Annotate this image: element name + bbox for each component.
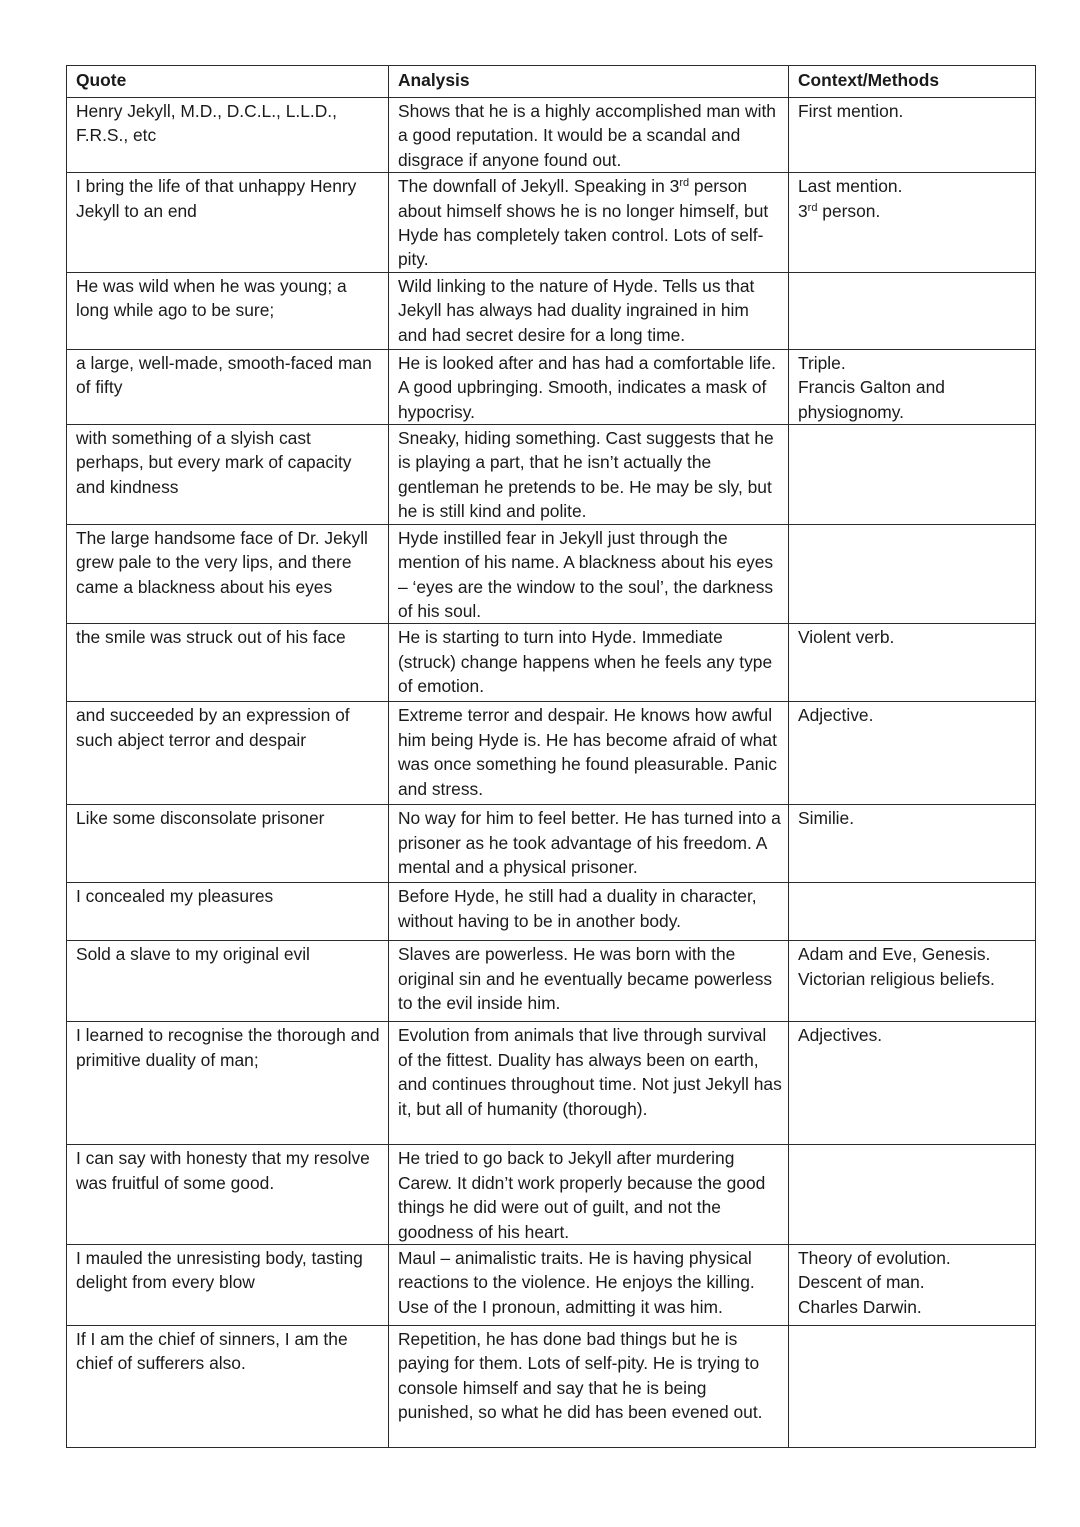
table-row — [67, 624, 1036, 702]
context-cell — [789, 883, 1036, 941]
analysis-text: person about himself shows he is no longer himself, but Hyde has completely taken control. Lots of self-pity. — [398, 176, 769, 270]
quote-cell: Like some disconsolate prisoner — [67, 805, 389, 883]
quote-cell: If I am the chief of sinners, I am the chief of sufferers also. — [67, 1325, 389, 1447]
table-row — [67, 1325, 1036, 1447]
quote-cell: with something of a slyish cast perhaps, but every mark of capacity and kindness — [67, 425, 389, 525]
context-line: Similie. — [798, 808, 855, 829]
analysis-cell: Evolution from animals that live through survival of the fittest. Duality has always been on earth, and continues throughout time. Not just Jekyll has it, but all of humanity (thorough). — [389, 1022, 789, 1145]
analysis-text: The downfall of Jekyll. Speaking in 3 — [398, 176, 680, 197]
analysis-cell — [389, 173, 789, 273]
quote-cell: Henry Jekyll, M.D., D.C.L., L.L.D., F.R.S., etc — [67, 98, 389, 173]
context-cell — [789, 524, 1036, 624]
context-line: Last mention. — [798, 176, 903, 197]
context-line: Descent of man. — [798, 1272, 925, 1293]
analysis-cell: No way for him to feel better. He has turned into a prisoner as he took advantage of his freedom. A mental and a physical prisoner. — [389, 805, 789, 883]
context-line: First mention. — [798, 101, 904, 121]
table-row — [67, 883, 1036, 941]
quote-cell: I mauled the unresisting body, tasting delight from every blow — [67, 1244, 389, 1325]
table-row — [67, 524, 1036, 624]
analysis-cell: Before Hyde, he still had a duality in character, without having to be in another body. — [389, 883, 789, 941]
analysis-cell: Sneaky, hiding something. Cast suggests that he is playing a part, that he isn’t actually the gentleman he pretends to be. He may be sly, but he is still kind and polite. — [389, 425, 789, 525]
context-line: Charles Darwin. — [798, 1296, 922, 1317]
context-line: Adam and Eve, Genesis. — [798, 944, 991, 965]
context-line: Victorian religious beliefs. — [798, 968, 995, 989]
quote-cell: He was wild when he was young; a long while ago to be sure; — [67, 272, 389, 349]
context-cell — [789, 1145, 1036, 1245]
context-line: Adjectives. — [798, 1025, 883, 1046]
context-cell — [789, 272, 1036, 349]
quote-cell: and succeeded by an expression of such abject terror and despair — [67, 702, 389, 805]
context-cell — [789, 1244, 1036, 1325]
table-row — [67, 702, 1036, 805]
header-quote: Quote — [67, 66, 389, 98]
quote-cell: I concealed my pleasures — [67, 883, 389, 941]
context-line: Triple. — [798, 352, 846, 373]
context-line: Adjective. — [798, 705, 874, 726]
analysis-cell: Repetition, he has done bad things but he is paying for them. Lots of self-pity. He is trying to console himself and say that he is being punished, so what he did has been evened out. — [389, 1325, 789, 1447]
context-cell — [789, 98, 1036, 173]
context-text: person. — [817, 200, 881, 221]
analysis-cell: Shows that he is a highly accomplished man with a good reputation. It would be a scandal and disgrace if anyone found out. — [389, 98, 789, 173]
quote-cell: I can say with honesty that my resolve was fruitful of some good. — [67, 1145, 389, 1245]
context-cell — [789, 941, 1036, 1022]
analysis-cell: Slaves are powerless. He was born with the original sin and he eventually became powerless to the evil inside him. — [389, 941, 789, 1022]
context-cell — [789, 805, 1036, 883]
table-header-row — [67, 66, 1036, 98]
context-cell — [789, 702, 1036, 805]
quote-cell: a large, well-made, smooth-faced man of fifty — [67, 349, 389, 424]
table-row — [67, 98, 1036, 173]
header-context-methods: Context/Methods — [789, 66, 1036, 98]
table-row — [67, 272, 1036, 349]
quote-cell: the smile was struck out of his face — [67, 624, 389, 702]
header-analysis: Analysis — [389, 66, 789, 98]
context-line: Violent verb. — [798, 627, 895, 648]
analysis-cell: He is looked after and has had a comfortable life. A good upbringing. Smooth, indicates a mask of hypocrisy. — [389, 349, 789, 424]
context-line: Francis Galton and physiognomy. — [798, 377, 945, 422]
table-row — [67, 173, 1036, 273]
analysis-cell: He tried to go back to Jekyll after murdering Carew. It didn’t work properly because the good things he did were out of guilt, and not the goodness of his heart. — [389, 1145, 789, 1245]
context-cell — [789, 1325, 1036, 1447]
analysis-cell: Wild linking to the nature of Hyde. Tells us that Jekyll has always had duality ingrained in him and had secret desire for a long time. — [389, 272, 789, 349]
table-row — [67, 805, 1036, 883]
quote-cell: I bring the life of that unhappy Henry Jekyll to an end — [67, 173, 389, 273]
analysis-cell: Extreme terror and despair. He knows how awful him being Hyde is. He has become afraid of what was once something he found pleasurable. Panic and stress. — [389, 702, 789, 805]
context-cell — [789, 173, 1036, 273]
table-row — [67, 425, 1036, 525]
superscript: rd — [679, 177, 690, 190]
quote-cell: Sold a slave to my original evil — [67, 941, 389, 1022]
context-cell — [789, 349, 1036, 424]
context-text: 3 — [798, 200, 808, 221]
table-row — [67, 1244, 1036, 1325]
table-row — [67, 1022, 1036, 1145]
table-row — [67, 349, 1036, 424]
context-cell — [789, 624, 1036, 702]
context-cell — [789, 1022, 1036, 1145]
context-line: Theory of evolution. — [798, 1247, 951, 1268]
context-cell — [789, 425, 1036, 525]
table-row — [67, 941, 1036, 1022]
analysis-cell: He is starting to turn into Hyde. Immediate (struck) change happens when he feels any type of emotion. — [389, 624, 789, 702]
quote-analysis-table — [66, 65, 1036, 1448]
superscript: rd — [807, 201, 818, 214]
table-row — [67, 1145, 1036, 1245]
quote-cell: The large handsome face of Dr. Jekyll grew pale to the very lips, and there came a blackness about his eyes — [67, 524, 389, 624]
analysis-cell: Maul – animalistic traits. He is having physical reactions to the violence. He enjoys the killing. Use of the I pronoun, admitting it was him. — [389, 1244, 789, 1325]
quote-cell: I learned to recognise the thorough and primitive duality of man; — [67, 1022, 389, 1145]
analysis-cell: Hyde instilled fear in Jekyll just through the mention of his name. A blackness about his eyes – ‘eyes are the window to the soul’, the darkness of his soul. — [389, 524, 789, 624]
